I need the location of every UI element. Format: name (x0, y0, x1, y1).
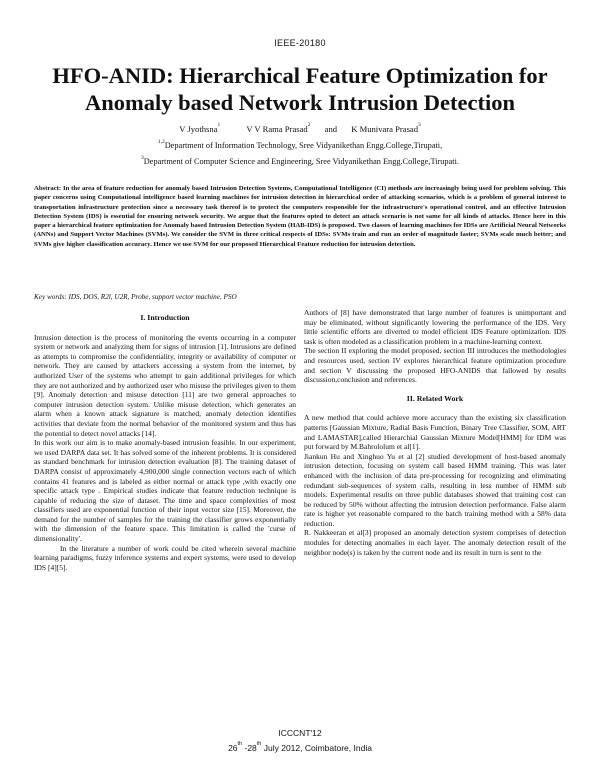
author-list (0, 124, 600, 134)
right-column (304, 308, 566, 557)
author-1: V Jyothsna$^1$ (179, 122, 221, 134)
paragraph: Jiankun Hu and Xinghuo Yu et al [2] studied development of host-based anomaly intrusion detection, focusing on system call based HMM training. This was later enhanced with the inclusion of data pre-processing for recognizing and eliminating redundant sub-sequences of system calls, resulting in less number of HMM sub models. Experimental results on three public databases showed that training cost can be reduced by 50% without affecting the intrusion detection performance. False alarm rate is higher yet reasonable compared to the batch training method with a 58% data reduction. (304, 451, 566, 528)
keywords: Key words: IDS, DOS, R2l, U2R, Probe, support vector machine, PSO (34, 293, 237, 301)
conference-code: IEEE-20180 (274, 38, 326, 48)
paragraph: In the literature a number of work could be cited wherein several machine learning paradigms, fuzzy inference systems and expert systems, were used to develop IDS [4][5]. (34, 543, 296, 572)
affiliation-2: $^3$Department of Computer Science and Engineering, Sree Vidyanikethan Engg.College,Tirupati. (141, 155, 459, 166)
title-line-1: HFO-ANID: Hierarchical Feature Optimization for (52, 63, 548, 88)
paragraph: A new method that could achieve more accuracy than the existing six classification patterns [Gaussian Mixture, Radial Basis Function, Binary Tree Classifier, SOM, ART and LAMASTAR],called Hierarchial Gaussian Mixture Model[HMM] for IDM was put forward by M.Bahrololum et al[1]. (304, 413, 566, 452)
section-heading-introduction: I. Introduction (140, 313, 190, 322)
paragraph: The section II exploring the model proposed, section III introduces the methodologies and resources used, section IV explores hierarchical feature optimization procedure and section V discussing the proposed HFO-ANIDS that fallowed by results discussion,conclusion and references. (304, 346, 566, 385)
abstract: Abstract: In the area of feature reduction for anomaly based Intrusion Detection Systems, Computational Intelligence (CI) methods are increasingly being used for problem solving. This paper concerns using Computational intelligence based learning machines for intrusion detection in hierarchical order of attacking scenarios, which is a problem of general interest to transportation infrastructure protection since a necessary task thereof is to protect the computers responsible for the infrastructure's operational control, and an effective Intrusion Detection System (IDS) is essential for ensuring network security. We argue that the features opted to detect an attack scenario is not same for all kinds of attacks. Hence here in this paper a hierarchical feature optimization for Anomaly based Intrusion Detection System (HAB-IDS) is proposed. Two classes of learning machines for IDSs are Artificial Neural Networks (ANNs) and Support Vector Machines (SVMs). We consider the SVM in three critical respects of IDSs: SVMs train and run an order of magnitude faster; SVMs scale much better; and SVMs give higher classification accuracy. Hence we use SVM for our proposed Hierarchical Feature reduction for intrusion detection. (34, 185, 566, 248)
title-line-2: Anomaly based Network Intrusion Detection (85, 90, 515, 115)
paragraph: Intrusion detection is the process of monitoring the events occurring in a computer system or network and analyzing them for signs of intrusion [1]. Intrusions are defined as attempts to compromise the confidentiality, integrity or availability of computer or network. They are caused by attackers accessing a system from the internet, by authorized User of the systems who attempt to gain additional privileges for which they are not authorized and by authorized user who misuse the privileges given to them [9]. Anomaly detection and misuse detection [11] are two general approaches to computer intrusion detection system. Unlike misuse detection, which generates an alarm when a known attack signature is matched, anomaly detection identifies activities that deviate from the normal behavior of the monitored system and thus has the potential to detect novel attacks [14]. (34, 332, 297, 438)
section-heading-related-work: II. Related Work (406, 393, 464, 403)
left-column (34, 313, 296, 572)
paragraph: R. Nakkeeran et al[3] proposed an anomaly detection system comprises of detection modules for detecting anomalies in each layer. The anomaly detection result of the neighbor node(s) is taken by the current node and its result in turn is sent to the (304, 528, 566, 557)
footer-date: 26th -28th July 2012, Coimbatore, India (228, 741, 372, 753)
paragraph: In this work our aim is to make anomaly-based intrusion feasible. In our experiment, we used DARPA data set. It has solved some of the inherent problems. It is considered as standard benchmark for intrusion detection evaluation [8]. The training dataset of DARPA consist of approximately 4,900,000 single connection vectors each of which contains 41 features and is labeled as either normal or attack type ,with exactly one specific attack type . Empirical studies indicate that feature reduction technique is capable of reducing the size of dataset. The time and space complexities of most classifiers used are exponential function of their input vector size [15]. Moreover, the demand for the number of samples for the training the classifier grows exponentially with the dimension of the feature space. This limitation is called the 'curse of dimensionality'. (34, 438, 296, 544)
footer-conference: ICCCNT'12 (278, 728, 322, 738)
paragraph: Authors of [8] have demonstrated that large number of features is unimportant and may be eliminated, without significantly lowering the performance of the IDS. Very little scientific efforts are diverted to model efficient IDS Feature optimization. IDS task is often modeled as a classification problem in a machine-learning context. (304, 308, 566, 346)
affiliation-1: $^{1,2}$Department of Information Technology, Sree Vidyanikethan Engg.College,Tirupati, (157, 139, 443, 150)
author-separator: and (324, 124, 338, 134)
paper-title (20, 62, 580, 116)
author-3: K Munivara Prasad$^3$ (351, 122, 421, 134)
author-2: V V Rama Prasad$^2$ (246, 122, 311, 134)
